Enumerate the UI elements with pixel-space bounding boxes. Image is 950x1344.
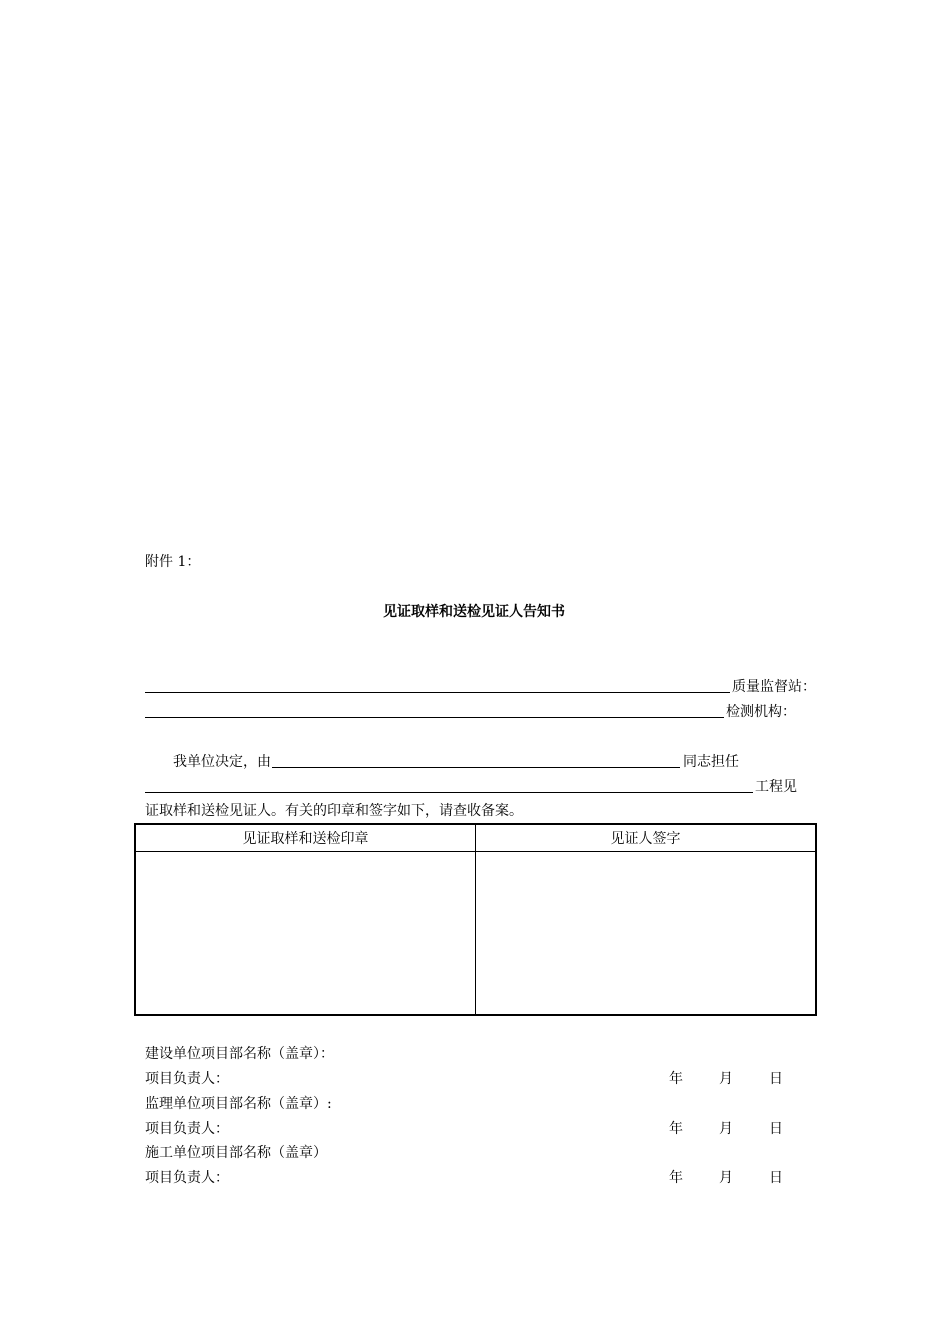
paragraph-part3: 工程见 bbox=[755, 779, 797, 795]
date-day-1: 日 bbox=[769, 1071, 783, 1087]
blank-testing-agency[interactable] bbox=[145, 717, 724, 718]
blank-quality-station[interactable] bbox=[145, 692, 730, 693]
paragraph-part4: 证取样和送检见证人。有关的印章和签字如下，请查收备案。 bbox=[145, 803, 523, 819]
col-header-seal: 见证取样和送检印章 bbox=[135, 824, 476, 852]
construction-unit-label: 建设单位项目部名称（盖章）： bbox=[145, 1046, 334, 1062]
date-year-1: 年 bbox=[669, 1071, 683, 1087]
paragraph-part2: 同志担任 bbox=[683, 754, 739, 770]
project-lead-label-3: 项目负责人： bbox=[145, 1170, 229, 1186]
date-day-2: 日 bbox=[769, 1121, 783, 1137]
blank-project-name[interactable] bbox=[145, 792, 753, 793]
supervision-unit-label: 监理单位项目部名称（盖章）: bbox=[145, 1096, 332, 1112]
date-month-1: 月 bbox=[719, 1071, 733, 1087]
project-lead-label-2: 项目负责人： bbox=[145, 1121, 229, 1137]
paragraph-part1: 我单位决定，由 bbox=[173, 754, 271, 770]
seal-cell[interactable] bbox=[135, 852, 476, 1016]
date-month-2: 月 bbox=[719, 1121, 733, 1137]
attachment-label: 附件 1： bbox=[145, 554, 201, 570]
date-year-2: 年 bbox=[669, 1121, 683, 1137]
signature-cell[interactable] bbox=[476, 852, 817, 1016]
project-lead-label-1: 项目负责人： bbox=[145, 1071, 229, 1087]
date-month-3: 月 bbox=[719, 1170, 733, 1186]
seal-signature-table bbox=[134, 823, 817, 1016]
page-title: 见证取样和送检见证人告知书 bbox=[383, 604, 565, 620]
blank-witness-name[interactable] bbox=[272, 767, 680, 768]
addressee-quality-station: 质量监督站： bbox=[732, 679, 816, 695]
date-day-3: 日 bbox=[769, 1170, 783, 1186]
contractor-unit-label: 施工单位项目部名称（盖章） bbox=[145, 1145, 327, 1161]
col-header-signature: 见证人签字 bbox=[476, 824, 817, 852]
addressee-testing-agency: 检测机构： bbox=[726, 704, 796, 720]
date-year-3: 年 bbox=[669, 1170, 683, 1186]
